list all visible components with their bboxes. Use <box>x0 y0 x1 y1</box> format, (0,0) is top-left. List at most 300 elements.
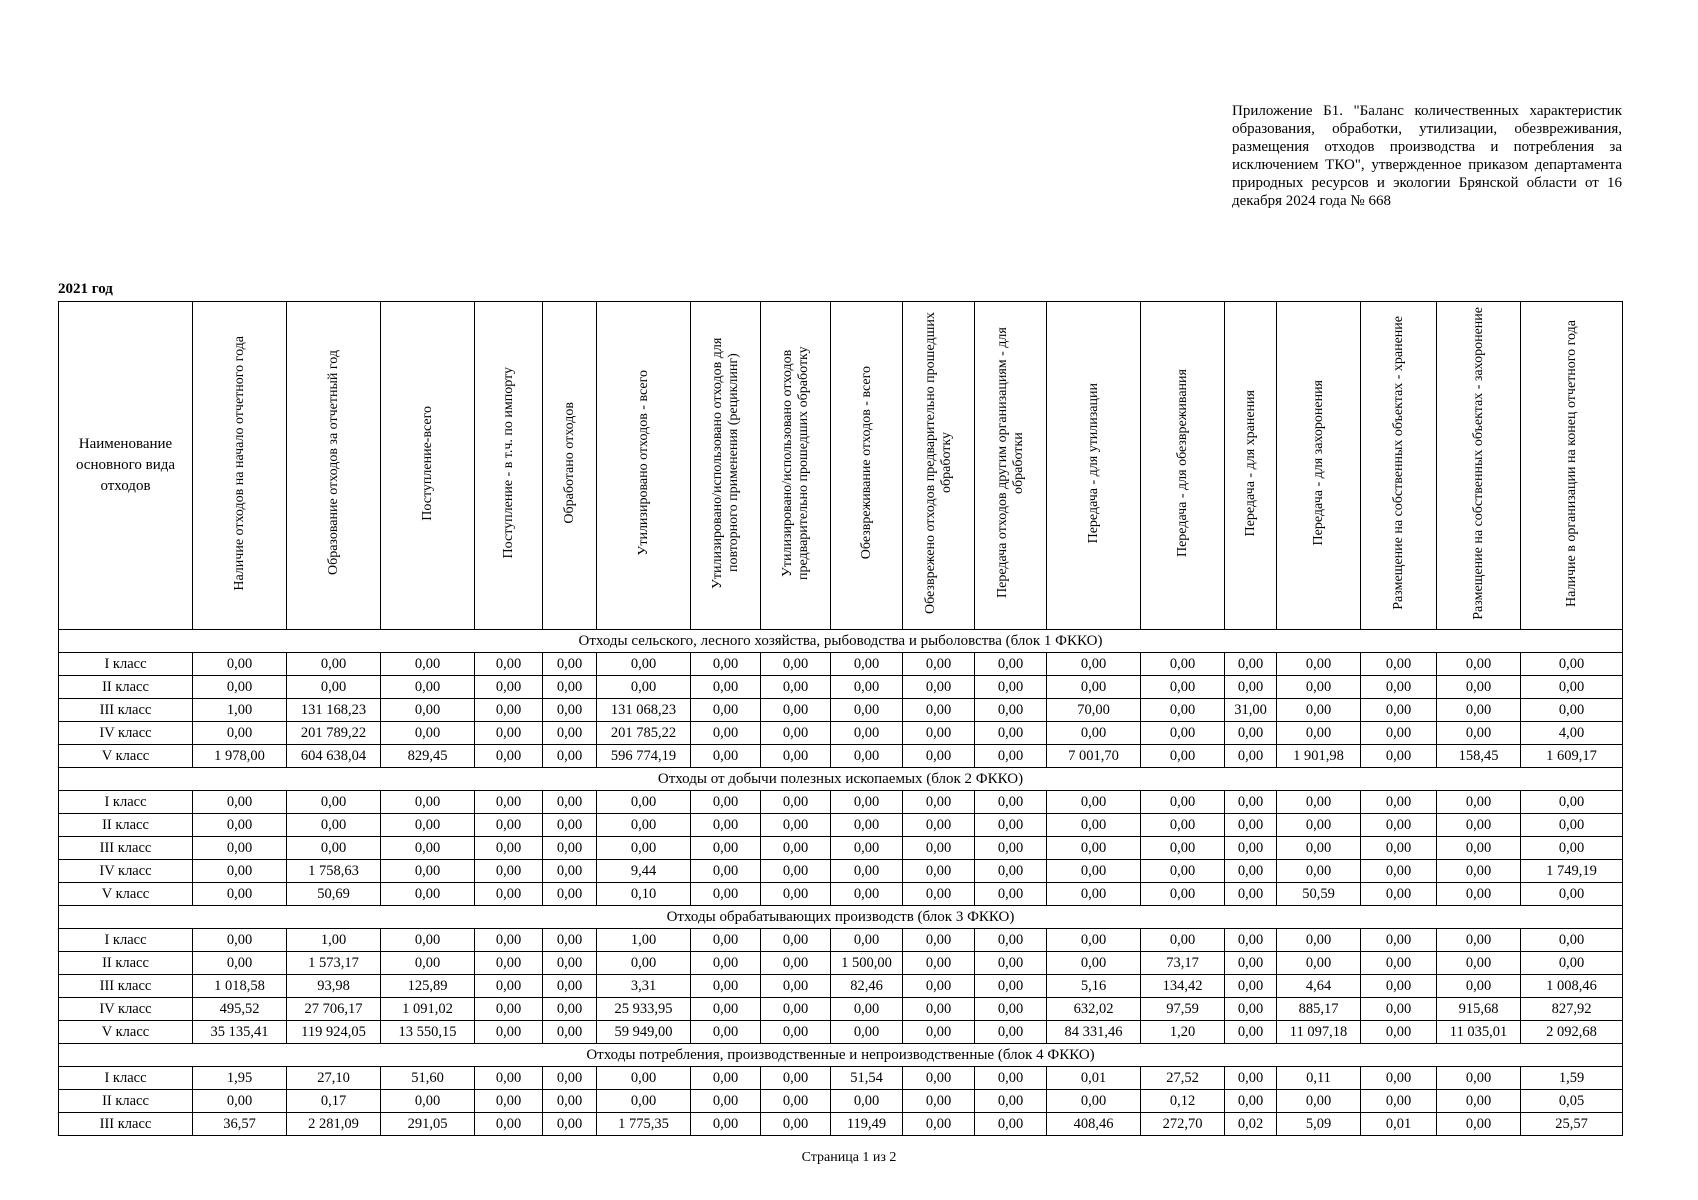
value-cell: 0,00 <box>1361 1067 1437 1090</box>
header-cell: Передача - для хранения <box>1225 302 1277 630</box>
value-cell: 0,00 <box>831 814 903 837</box>
value-cell: 0,00 <box>193 653 287 676</box>
value-cell: 0,00 <box>691 1113 761 1136</box>
class-label: II класс <box>59 952 193 975</box>
class-label: IV класс <box>59 722 193 745</box>
value-cell: 0,11 <box>1277 1067 1361 1090</box>
value-cell: 0,00 <box>831 676 903 699</box>
value-cell: 0,00 <box>831 791 903 814</box>
value-cell: 0,00 <box>1277 837 1361 860</box>
table-row <box>59 883 1623 906</box>
value-cell: 0,00 <box>1047 676 1141 699</box>
table-row <box>59 814 1623 837</box>
section-row <box>59 906 1623 929</box>
value-cell: 158,45 <box>1437 745 1521 768</box>
value-cell: 0,00 <box>761 929 831 952</box>
value-cell: 0,00 <box>1047 837 1141 860</box>
table-row <box>59 1090 1623 1113</box>
value-cell: 0,00 <box>1277 814 1361 837</box>
value-cell: 0,00 <box>1437 791 1521 814</box>
header-cell: Размещение на собственных объектах - хранение <box>1361 302 1437 630</box>
value-cell: 0,00 <box>1047 791 1141 814</box>
value-cell: 0,00 <box>475 837 543 860</box>
value-cell: 0,00 <box>761 998 831 1021</box>
value-cell: 1 978,00 <box>193 745 287 768</box>
value-cell: 0,00 <box>761 952 831 975</box>
value-cell: 0,00 <box>381 722 475 745</box>
value-cell: 1 758,63 <box>287 860 381 883</box>
value-cell: 0,00 <box>1361 1090 1437 1113</box>
value-cell: 131 068,23 <box>597 699 691 722</box>
value-cell: 0,00 <box>1225 883 1277 906</box>
table-row <box>59 676 1623 699</box>
value-cell: 0,00 <box>1141 745 1225 768</box>
value-cell: 0,00 <box>1141 860 1225 883</box>
value-cell: 0,00 <box>691 791 761 814</box>
value-cell: 0,00 <box>475 745 543 768</box>
value-cell: 0,00 <box>975 1090 1047 1113</box>
value-cell: 0,00 <box>761 975 831 998</box>
value-cell: 0,00 <box>1361 929 1437 952</box>
value-cell: 0,00 <box>903 722 975 745</box>
value-cell: 0,05 <box>1521 1090 1623 1113</box>
value-cell: 97,59 <box>1141 998 1225 1021</box>
value-cell: 0,00 <box>761 699 831 722</box>
value-cell: 0,00 <box>543 676 597 699</box>
value-cell: 51,54 <box>831 1067 903 1090</box>
header-cell: Размещение на собственных объектах - захоронение <box>1437 302 1521 630</box>
value-cell: 201 789,22 <box>287 722 381 745</box>
value-cell: 0,00 <box>1225 929 1277 952</box>
value-cell: 0,00 <box>597 814 691 837</box>
header-cell: Поступление - в т.ч. по импорту <box>475 302 543 630</box>
value-cell: 0,00 <box>1437 952 1521 975</box>
table-row <box>59 1021 1623 1044</box>
value-cell: 0,00 <box>975 929 1047 952</box>
value-cell: 3,31 <box>597 975 691 998</box>
value-cell: 0,00 <box>903 929 975 952</box>
value-cell: 0,00 <box>1437 837 1521 860</box>
value-cell: 0,00 <box>287 837 381 860</box>
value-cell: 0,00 <box>543 745 597 768</box>
value-cell: 0,00 <box>1437 883 1521 906</box>
value-cell: 0,00 <box>1521 952 1623 975</box>
value-cell: 0,00 <box>1047 722 1141 745</box>
value-cell: 82,46 <box>831 975 903 998</box>
value-cell: 0,00 <box>1277 791 1361 814</box>
value-cell: 0,00 <box>1361 676 1437 699</box>
value-cell: 0,00 <box>1141 883 1225 906</box>
table-row <box>59 929 1623 952</box>
table-row <box>59 699 1623 722</box>
value-cell: 0,00 <box>1225 676 1277 699</box>
value-cell: 5,09 <box>1277 1113 1361 1136</box>
value-cell: 0,00 <box>1277 1090 1361 1113</box>
value-cell: 0,00 <box>903 952 975 975</box>
value-cell: 1 775,35 <box>597 1113 691 1136</box>
class-label: II класс <box>59 1090 193 1113</box>
value-cell: 73,17 <box>1141 952 1225 975</box>
value-cell: 0,00 <box>193 814 287 837</box>
value-cell: 0,00 <box>691 1067 761 1090</box>
value-cell: 0,00 <box>761 676 831 699</box>
value-cell: 0,00 <box>903 745 975 768</box>
value-cell: 0,00 <box>1047 883 1141 906</box>
value-cell: 0,00 <box>543 998 597 1021</box>
value-cell: 0,00 <box>1141 699 1225 722</box>
value-cell: 59 949,00 <box>597 1021 691 1044</box>
value-cell: 0,00 <box>597 1090 691 1113</box>
value-cell: 0,00 <box>193 722 287 745</box>
value-cell: 0,00 <box>1361 860 1437 883</box>
value-cell: 0,00 <box>287 676 381 699</box>
value-cell: 0,00 <box>475 814 543 837</box>
value-cell: 4,00 <box>1521 722 1623 745</box>
value-cell: 829,45 <box>381 745 475 768</box>
value-cell: 0,00 <box>287 653 381 676</box>
value-cell: 0,00 <box>475 1113 543 1136</box>
value-cell: 51,60 <box>381 1067 475 1090</box>
value-cell: 0,00 <box>543 975 597 998</box>
value-cell: 0,00 <box>597 952 691 975</box>
value-cell: 0,00 <box>475 860 543 883</box>
value-cell: 0,00 <box>761 791 831 814</box>
value-cell: 0,00 <box>475 1090 543 1113</box>
value-cell: 1 901,98 <box>1277 745 1361 768</box>
value-cell: 0,00 <box>475 883 543 906</box>
table-row <box>59 860 1623 883</box>
value-cell: 13 550,15 <box>381 1021 475 1044</box>
value-cell: 0,00 <box>975 998 1047 1021</box>
class-label: IV класс <box>59 998 193 1021</box>
class-label: IV класс <box>59 860 193 883</box>
value-cell: 0,00 <box>193 791 287 814</box>
value-cell: 0,00 <box>475 722 543 745</box>
value-cell: 0,00 <box>543 883 597 906</box>
value-cell: 0,00 <box>193 860 287 883</box>
value-cell: 25,57 <box>1521 1113 1623 1136</box>
value-cell: 0,00 <box>1277 722 1361 745</box>
value-cell: 0,00 <box>975 699 1047 722</box>
value-cell: 0,00 <box>287 791 381 814</box>
value-cell: 0,00 <box>903 653 975 676</box>
value-cell: 11 035,01 <box>1437 1021 1521 1044</box>
table-row <box>59 998 1623 1021</box>
value-cell: 201 785,22 <box>597 722 691 745</box>
value-cell: 0,10 <box>597 883 691 906</box>
value-cell: 0,00 <box>903 1067 975 1090</box>
value-cell: 0,00 <box>761 1067 831 1090</box>
value-cell: 1,00 <box>597 929 691 952</box>
value-cell: 0,00 <box>381 860 475 883</box>
value-cell: 0,00 <box>475 676 543 699</box>
value-cell: 0,00 <box>903 975 975 998</box>
value-cell: 7 001,70 <box>1047 745 1141 768</box>
value-cell: 596 774,19 <box>597 745 691 768</box>
value-cell: 0,00 <box>903 791 975 814</box>
value-cell: 0,00 <box>1521 883 1623 906</box>
value-cell: 0,00 <box>1141 653 1225 676</box>
value-cell: 0,00 <box>1225 722 1277 745</box>
value-cell: 0,00 <box>691 975 761 998</box>
value-cell: 0,00 <box>761 837 831 860</box>
value-cell: 1 609,17 <box>1521 745 1623 768</box>
value-cell: 0,00 <box>761 1113 831 1136</box>
value-cell: 0,00 <box>1361 952 1437 975</box>
value-cell: 0,00 <box>903 814 975 837</box>
class-label: I класс <box>59 791 193 814</box>
value-cell: 0,00 <box>1141 837 1225 860</box>
value-cell: 0,00 <box>475 975 543 998</box>
value-cell: 0,00 <box>1521 837 1623 860</box>
value-cell: 0,00 <box>903 837 975 860</box>
value-cell: 0,00 <box>975 1067 1047 1090</box>
class-label: V класс <box>59 883 193 906</box>
class-label: V класс <box>59 1021 193 1044</box>
section-title: Отходы сельского, лесного хозяйства, рыбоводства и рыболовства (блок 1 ФККО) <box>59 630 1623 653</box>
value-cell: 119 924,05 <box>287 1021 381 1044</box>
header-cell: Передача - для захоронения <box>1277 302 1361 630</box>
value-cell: 0,00 <box>691 860 761 883</box>
value-cell: 0,00 <box>543 699 597 722</box>
value-cell: 0,00 <box>597 837 691 860</box>
header-cell: Обработано отходов <box>543 302 597 630</box>
value-cell: 0,00 <box>903 883 975 906</box>
year-label: 2021 год <box>58 281 113 297</box>
value-cell: 0,00 <box>381 837 475 860</box>
value-cell: 0,00 <box>1361 722 1437 745</box>
value-cell: 0,00 <box>543 860 597 883</box>
value-cell: 0,00 <box>1437 929 1521 952</box>
value-cell: 0,00 <box>1277 929 1361 952</box>
value-cell: 134,42 <box>1141 975 1225 998</box>
value-cell: 0,00 <box>691 699 761 722</box>
value-cell: 0,00 <box>691 722 761 745</box>
value-cell: 0,00 <box>1225 653 1277 676</box>
value-cell: 0,00 <box>975 952 1047 975</box>
value-cell: 0,00 <box>193 1090 287 1113</box>
value-cell: 0,00 <box>975 837 1047 860</box>
value-cell: 27,52 <box>1141 1067 1225 1090</box>
value-cell: 0,00 <box>1361 699 1437 722</box>
value-cell: 0,00 <box>193 883 287 906</box>
value-cell: 0,00 <box>381 699 475 722</box>
value-cell: 0,00 <box>381 929 475 952</box>
value-cell: 0,00 <box>691 952 761 975</box>
value-cell: 0,00 <box>691 653 761 676</box>
value-cell: 0,00 <box>1225 791 1277 814</box>
value-cell: 0,00 <box>831 1021 903 1044</box>
table-row <box>59 1113 1623 1136</box>
value-cell: 0,00 <box>1437 653 1521 676</box>
value-cell: 0,00 <box>1437 860 1521 883</box>
value-cell: 632,02 <box>1047 998 1141 1021</box>
value-cell: 0,00 <box>543 1067 597 1090</box>
value-cell: 0,00 <box>381 791 475 814</box>
class-label: III класс <box>59 699 193 722</box>
value-cell: 0,00 <box>193 837 287 860</box>
value-cell: 495,52 <box>193 998 287 1021</box>
table-row <box>59 975 1623 998</box>
header-cell: Наличие в организации на конец отчетного года <box>1521 302 1623 630</box>
value-cell: 0,01 <box>1361 1113 1437 1136</box>
header-cell: Передача - для обезвреживания <box>1141 302 1225 630</box>
value-cell: 0,00 <box>903 998 975 1021</box>
value-cell: 0,00 <box>903 676 975 699</box>
class-label: I класс <box>59 929 193 952</box>
waste-balance-table <box>58 301 1623 1136</box>
value-cell: 0,00 <box>381 883 475 906</box>
value-cell: 0,00 <box>1521 676 1623 699</box>
value-cell: 0,00 <box>1521 791 1623 814</box>
value-cell: 0,00 <box>1437 814 1521 837</box>
section-row <box>59 768 1623 791</box>
section-title: Отходы обрабатывающих производств (блок 3 ФККО) <box>59 906 1623 929</box>
value-cell: 408,46 <box>1047 1113 1141 1136</box>
value-cell: 915,68 <box>1437 998 1521 1021</box>
value-cell: 0,00 <box>761 1021 831 1044</box>
value-cell: 2 281,09 <box>287 1113 381 1136</box>
value-cell: 0,00 <box>475 1067 543 1090</box>
value-cell: 0,00 <box>475 791 543 814</box>
value-cell: 0,00 <box>1361 653 1437 676</box>
value-cell: 0,01 <box>1047 1067 1141 1090</box>
value-cell: 0,00 <box>831 653 903 676</box>
value-cell: 0,00 <box>381 814 475 837</box>
value-cell: 0,00 <box>1361 745 1437 768</box>
value-cell: 0,00 <box>1277 699 1361 722</box>
value-cell: 291,05 <box>381 1113 475 1136</box>
value-cell: 0,00 <box>1437 699 1521 722</box>
value-cell: 0,00 <box>691 929 761 952</box>
value-cell: 0,00 <box>1361 998 1437 1021</box>
value-cell: 0,00 <box>381 653 475 676</box>
value-cell: 0,02 <box>1225 1113 1277 1136</box>
header-cell: Обезвреживание отходов - всего <box>831 302 903 630</box>
value-cell: 0,00 <box>903 1090 975 1113</box>
value-cell: 0,00 <box>1361 837 1437 860</box>
value-cell: 0,00 <box>1047 814 1141 837</box>
value-cell: 0,00 <box>543 929 597 952</box>
value-cell: 0,00 <box>1437 722 1521 745</box>
value-cell: 0,00 <box>475 653 543 676</box>
value-cell: 25 933,95 <box>597 998 691 1021</box>
value-cell: 0,00 <box>761 653 831 676</box>
value-cell: 1 573,17 <box>287 952 381 975</box>
value-cell: 0,00 <box>1225 814 1277 837</box>
value-cell: 0,00 <box>1047 929 1141 952</box>
section-title: Отходы от добычи полезных ископаемых (блок 2 ФККО) <box>59 768 1623 791</box>
value-cell: 0,00 <box>975 745 1047 768</box>
value-cell: 0,00 <box>287 814 381 837</box>
value-cell: 827,92 <box>1521 998 1623 1021</box>
header-cell: Утилизировано/использовано отходов предварительно прошедших обработку <box>761 302 831 630</box>
value-cell: 0,00 <box>543 653 597 676</box>
value-cell: 0,00 <box>193 929 287 952</box>
value-cell: 0,00 <box>761 860 831 883</box>
value-cell: 0,00 <box>1277 653 1361 676</box>
table-row <box>59 653 1623 676</box>
value-cell: 0,00 <box>1225 1090 1277 1113</box>
value-cell: 0,00 <box>903 1113 975 1136</box>
value-cell: 0,00 <box>1047 952 1141 975</box>
value-cell: 0,00 <box>543 722 597 745</box>
value-cell: 0,00 <box>1437 1067 1521 1090</box>
section-title: Отходы потребления, производственные и непроизводственные (блок 4 ФККО) <box>59 1044 1623 1067</box>
value-cell: 0,00 <box>1047 860 1141 883</box>
value-cell: 0,00 <box>1277 676 1361 699</box>
value-cell: 1,20 <box>1141 1021 1225 1044</box>
section-row <box>59 630 1623 653</box>
class-label: I класс <box>59 1067 193 1090</box>
value-cell: 0,00 <box>543 952 597 975</box>
value-cell: 0,00 <box>831 699 903 722</box>
header-cell: Поступление-всего <box>381 302 475 630</box>
value-cell: 0,00 <box>1521 653 1623 676</box>
value-cell: 0,00 <box>1141 814 1225 837</box>
value-cell: 11 097,18 <box>1277 1021 1361 1044</box>
value-cell: 0,00 <box>691 676 761 699</box>
table-row <box>59 745 1623 768</box>
value-cell: 0,00 <box>475 929 543 952</box>
header-cell: Наличие отходов на начало отчетного года <box>193 302 287 630</box>
value-cell: 0,00 <box>975 1113 1047 1136</box>
value-cell: 604 638,04 <box>287 745 381 768</box>
header-cell: Образование отходов за отчетный год <box>287 302 381 630</box>
value-cell: 0,00 <box>193 952 287 975</box>
value-cell: 125,89 <box>381 975 475 998</box>
value-cell: 0,00 <box>1361 883 1437 906</box>
value-cell: 0,00 <box>1225 975 1277 998</box>
table-row <box>59 791 1623 814</box>
value-cell: 1 091,02 <box>381 998 475 1021</box>
header-row <box>59 302 1623 630</box>
value-cell: 0,00 <box>975 722 1047 745</box>
value-cell: 0,00 <box>691 998 761 1021</box>
value-cell: 93,98 <box>287 975 381 998</box>
value-cell: 119,49 <box>831 1113 903 1136</box>
value-cell: 0,00 <box>543 791 597 814</box>
table-body <box>59 630 1623 1136</box>
value-cell: 0,00 <box>761 814 831 837</box>
value-cell: 0,00 <box>975 860 1047 883</box>
value-cell: 0,00 <box>691 883 761 906</box>
value-cell: 0,00 <box>1437 1113 1521 1136</box>
value-cell: 0,00 <box>1437 676 1521 699</box>
value-cell: 1 749,19 <box>1521 860 1623 883</box>
value-cell: 0,00 <box>1521 929 1623 952</box>
value-cell: 0,00 <box>1141 791 1225 814</box>
value-cell: 0,00 <box>761 883 831 906</box>
value-cell: 0,00 <box>691 837 761 860</box>
value-cell: 0,00 <box>1225 837 1277 860</box>
value-cell: 0,00 <box>475 952 543 975</box>
value-cell: 0,00 <box>381 1090 475 1113</box>
value-cell: 0,00 <box>597 653 691 676</box>
value-cell: 0,00 <box>1437 975 1521 998</box>
value-cell: 0,00 <box>1361 814 1437 837</box>
value-cell: 0,00 <box>543 1090 597 1113</box>
value-cell: 36,57 <box>193 1113 287 1136</box>
value-cell: 0,00 <box>1361 791 1437 814</box>
value-cell: 0,00 <box>691 745 761 768</box>
value-cell: 0,00 <box>761 745 831 768</box>
value-cell: 0,00 <box>831 837 903 860</box>
value-cell: 0,00 <box>975 975 1047 998</box>
value-cell: 0,00 <box>1361 975 1437 998</box>
value-cell: 0,00 <box>831 722 903 745</box>
value-cell: 0,00 <box>475 1021 543 1044</box>
